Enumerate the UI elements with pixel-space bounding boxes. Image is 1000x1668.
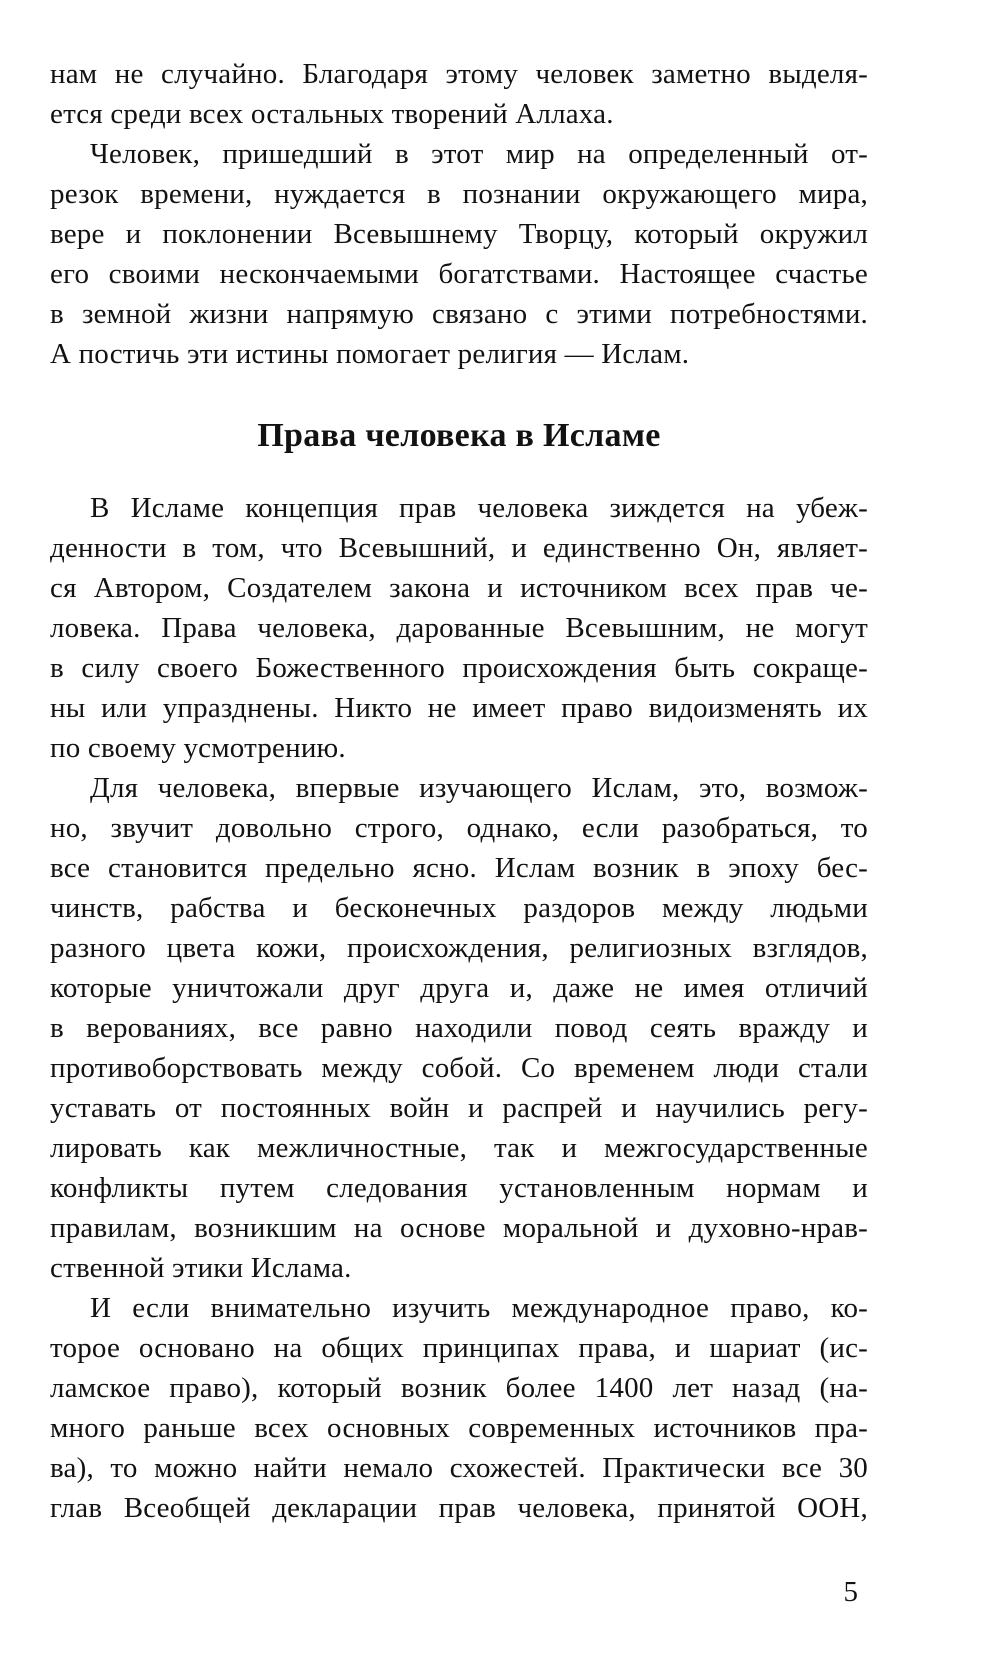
text-line: ловека. Права человека, дарованные Всевышним, не могут — [50, 612, 868, 644]
paragraph — [50, 488, 868, 768]
text-line: правилам, возникшим на основе моральной и духовно-нрав- — [50, 1212, 868, 1244]
text-line: противоборствовать между собой. Со временем люди стали — [50, 1052, 868, 1084]
section-heading: Права человека в Исламе — [257, 417, 661, 454]
text-line: уставать от постоянных войн и распрей и научились регу- — [50, 1092, 868, 1124]
text-line: но, звучит довольно строго, однако, если разобраться, то — [50, 812, 868, 844]
text-line: нам не случайно. Благодаря этому человек заметно выделя- — [50, 58, 868, 90]
text-line: денности в том, что Всевышний, и единственно Он, являет- — [50, 532, 868, 564]
paragraph — [50, 1288, 868, 1528]
text-line: в земной жизни напрямую связано с этими потребностями. — [50, 298, 868, 330]
text-line: ны или упразднены. Никто не имеет право видоизменять их — [50, 692, 868, 724]
text-line: ся Автором, Создателем закона и источником всех прав че- — [50, 572, 868, 604]
text-line: Для человека, впервые изучающего Ислам, это, возмож- — [90, 772, 868, 804]
text-line: его своими нескончаемыми богатствами. Настоящее счастье — [50, 258, 868, 290]
text-line: торое основано на общих принципах права, и шариат (ис- — [50, 1332, 868, 1364]
text-line: разного цвета кожи, происхождения, религиозных взглядов, — [50, 932, 868, 964]
text-line: И если внимательно изучить международное право, ко- — [90, 1292, 868, 1324]
text-line: ется среди всех остальных творений Аллаха. — [50, 98, 614, 130]
text-line: ламское право), который возник более 1400 лет назад (на- — [50, 1372, 868, 1404]
text-line: А постичь эти истины помогает религия — Ислам. — [50, 338, 690, 370]
text-line: конфликты путем следования установленным нормам и — [50, 1172, 868, 1204]
text-line: чинств, рабства и бесконечных раздоров между людьми — [50, 892, 868, 924]
text-line: лировать как межличностные, так и межгосударственные — [50, 1132, 868, 1164]
text-line: В Исламе концепция прав человека зиждется на убеж- — [90, 492, 868, 524]
page-number: 5 — [843, 1576, 858, 1608]
text-line: ва), то можно найти немало схожестей. Практически все 30 — [50, 1452, 868, 1484]
text-line: много раньше всех основных современных источников пра- — [50, 1412, 868, 1444]
text-column — [50, 54, 868, 1528]
text-line: Человек, пришедший в этот мир на определенный от- — [90, 138, 868, 170]
paragraph — [50, 768, 868, 1288]
text-line: по своему усмотрению. — [50, 732, 346, 764]
paragraph — [50, 54, 868, 134]
text-line: в силу своего Божественного происхождения быть сокраще- — [50, 652, 868, 684]
text-line: вере и поклонении Всевышнему Творцу, который окружил — [50, 218, 868, 250]
paragraph — [50, 134, 868, 374]
text-line: резок времени, нуждается в познании окружающего мира, — [50, 178, 868, 210]
text-line: ственной этики Ислама. — [50, 1252, 352, 1284]
text-line: которые уничтожали друг друга и, даже не имея отличий — [50, 972, 868, 1004]
text-line: глав Всеобщей декларации прав человека, принятой ООН, — [50, 1492, 868, 1524]
text-line: в верованиях, все равно находили повод сеять вражду и — [50, 1012, 868, 1044]
text-line: все становится предельно ясно. Ислам возник в эпоху бес- — [50, 852, 868, 884]
